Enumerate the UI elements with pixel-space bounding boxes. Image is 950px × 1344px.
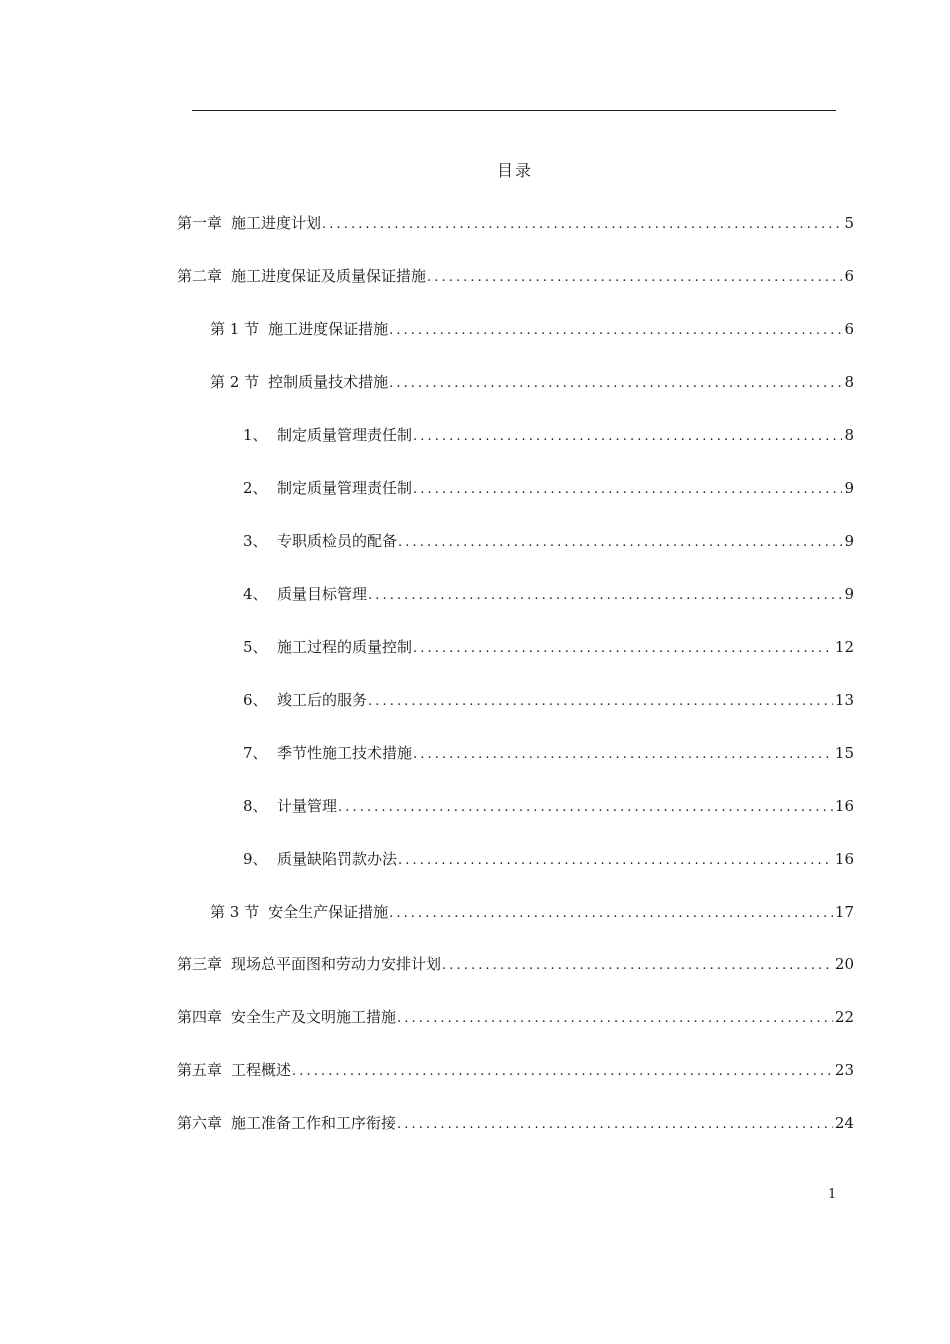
toc-text: 安全生产保证措施 [268,903,389,921]
toc-text: 制定质量管理责任制 [277,479,413,497]
toc-text: 计量管理 [277,797,338,815]
toc-text: 竣工后的服务 [277,691,368,709]
toc-prefix: 第 2 节 [210,373,260,391]
toc-prefix: 8、 [243,797,268,815]
toc-page: 16 [834,797,854,815]
toc-leader [413,641,833,656]
toc-leader [442,958,833,973]
toc-text: 质量目标管理 [277,585,368,603]
toc-entry[interactable] [210,318,854,340]
toc-page: 22 [834,1008,854,1026]
toc-prefix: 第五章 [177,1061,223,1079]
toc-prefix: 第 1 节 [210,320,260,338]
toc-leader [292,1064,833,1079]
toc-entry[interactable] [243,689,854,711]
toc-leader [368,694,833,709]
toc-page: 9 [844,532,854,550]
toc-prefix: 第一章 [177,214,223,232]
toc-text: 施工过程的质量控制 [277,638,413,656]
toc-title: 目录 [496,161,533,180]
toc-prefix: 6、 [243,691,268,709]
toc-text: 季节性施工技术措施 [277,744,413,762]
toc-page: 6 [844,267,854,285]
toc-page: 17 [834,903,854,921]
toc-entry[interactable] [243,530,854,552]
toc-leader [398,853,833,868]
toc-prefix: 3、 [243,532,268,550]
toc-page: 8 [844,426,854,444]
toc-prefix: 第三章 [177,955,223,973]
header-rule [192,110,836,111]
toc-entry[interactable] [177,953,854,975]
toc-prefix: 7、 [243,744,268,762]
toc-entry[interactable] [210,901,854,923]
toc-leader [389,376,842,391]
toc-prefix: 4、 [243,585,268,603]
toc-entry[interactable] [177,1112,854,1134]
toc-prefix: 9、 [243,850,268,868]
toc-page: 23 [834,1061,854,1079]
toc-entry[interactable] [243,583,854,605]
toc-leader [427,270,842,285]
toc-text: 制定质量管理责任制 [277,426,413,444]
toc-page: 15 [834,744,854,762]
toc-prefix: 1、 [243,426,268,444]
toc-prefix: 第四章 [177,1008,223,1026]
toc-text: 控制质量技术措施 [268,373,389,391]
toc-text: 施工进度计划 [231,214,322,232]
page-number: 1 [828,1187,837,1202]
toc-page: 6 [844,320,854,338]
toc-page: 8 [844,373,854,391]
toc-text: 工程概述 [231,1061,292,1079]
toc-entry[interactable] [243,848,854,870]
toc-entry[interactable] [243,424,854,446]
toc-leader [338,800,833,815]
toc-leader [413,429,842,444]
toc-text: 安全生产及文明施工措施 [231,1008,397,1026]
toc-page: 24 [834,1114,854,1132]
toc-text: 质量缺陷罚款办法 [277,850,398,868]
toc-prefix: 5、 [243,638,268,656]
toc-prefix: 第 3 节 [210,903,260,921]
toc-page: 9 [844,479,854,497]
toc-entry[interactable] [177,1006,854,1028]
toc-leader [413,482,842,497]
toc-leader [389,323,842,338]
toc-leader [413,747,833,762]
toc-prefix: 第二章 [177,267,223,285]
toc-prefix: 第六章 [177,1114,223,1132]
toc-entry[interactable] [210,371,854,393]
toc-page: 9 [844,585,854,603]
toc-page: 5 [844,214,854,232]
toc-entry[interactable] [243,477,854,499]
toc-leader [389,906,833,921]
toc-prefix: 2、 [243,479,268,497]
toc-entry[interactable] [243,742,854,764]
toc-entry[interactable] [177,1059,854,1081]
toc-text: 施工进度保证及质量保证措施 [231,267,427,285]
toc-text: 专职质检员的配备 [277,532,398,550]
toc-page: 16 [834,850,854,868]
toc-text: 施工进度保证措施 [268,320,389,338]
toc-leader [368,588,842,603]
toc-leader [322,217,842,232]
toc-entry[interactable] [243,795,854,817]
toc-leader [398,535,842,550]
toc-entry[interactable] [177,212,854,234]
toc-text: 施工准备工作和工序衔接 [231,1114,397,1132]
toc-page: 20 [834,955,854,973]
toc-entry[interactable] [243,636,854,658]
toc-leader [397,1011,833,1026]
toc-page: 12 [834,638,854,656]
toc-leader [397,1117,833,1132]
toc-page: 13 [834,691,854,709]
toc-text: 现场总平面图和劳动力安排计划 [231,955,442,973]
toc-entry[interactable] [177,265,854,287]
